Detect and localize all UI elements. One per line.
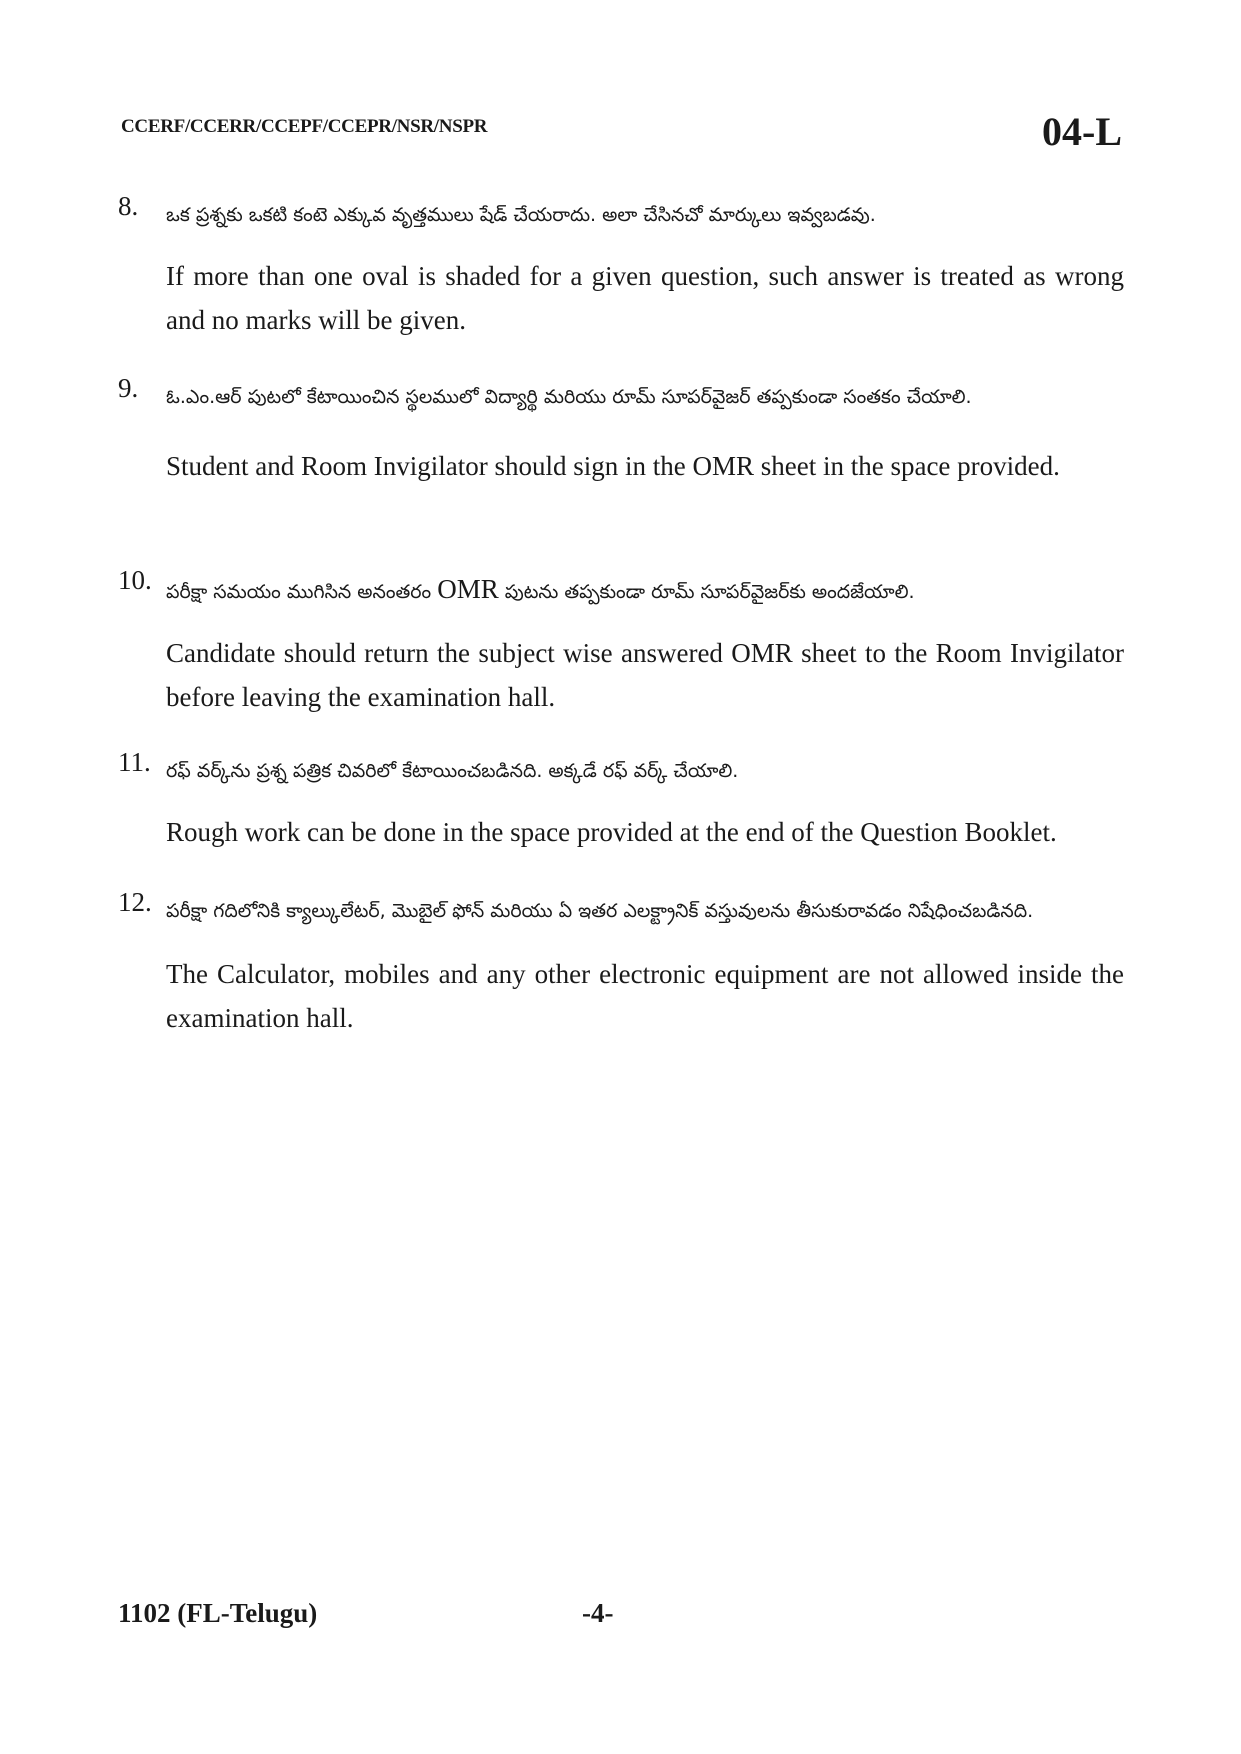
omr-term: OMR	[437, 574, 499, 604]
telugu-text-after: పుటను తప్పకుండా రూమ్ సూపర్‌వైజర్‌కు అందజేయాలి.	[504, 581, 915, 603]
header-codes: CCERF/CCERR/CCEPF/CCEPR/NSR/NSPR	[121, 116, 488, 137]
page-number: -4-	[582, 1598, 614, 1628]
instruction-item-8	[118, 192, 1124, 342]
item-number: 10.	[118, 565, 152, 595]
telugu-instruction: ఓ.ఎం.ఆర్ పుటలో కేటాయించిన స్థలములో విద్యార్థి మరియు రూమ్ సూపర్‌వైజర్ తప్పకుండా సంతకం చేయాలి.	[166, 386, 972, 408]
telugu-instruction: రఫ్ వర్క్‌ను ప్రశ్న పత్రిక చివరిలో కేటాయించబడినది. అక్కడే రఫ్ వర్క్ చేయాలి.	[166, 760, 739, 782]
english-instruction: Student and Room Invigilator should sign in the OMR sheet in the space provided.	[166, 451, 1060, 481]
telugu-instruction: పరీక్షా గదిలోనికి క్యాల్కులేటర్, మొబైల్ ఫోన్ మరియు ఏ ఇతర ఎలక్ట్రానిక్ వస్తువులను తీసుకురావడం నిషేధించబడినది.	[166, 900, 1034, 922]
instruction-item-10	[118, 566, 1124, 719]
telugu-instruction: ఒక ప్రశ్నకు ఒకటి కంటె ఎక్కువ వృత్తములు షేడ్ చేయరాదు. అలా చేసినచో మార్కులు ఇవ్వబడవు.	[166, 204, 876, 226]
paper-code: 04-L	[1042, 109, 1122, 154]
english-instruction: If more than one oval is shaded for a given question, such answer is treated as wrong and no marks will be given.	[166, 261, 1124, 335]
english-instruction: The Calculator, mobiles and any other electronic equipment are not allowed inside the examination hall.	[166, 959, 1124, 1033]
item-number: 9.	[118, 373, 139, 403]
telugu-text-before: పరీక్షా సమయం ముగిసిన అనంతరం	[166, 581, 432, 603]
instruction-item-9	[118, 374, 1124, 488]
instruction-item-12	[118, 888, 1124, 1040]
item-number: 12.	[118, 887, 152, 917]
instruction-item-11	[118, 748, 1124, 854]
telugu-instruction	[166, 566, 1124, 615]
item-number: 8.	[118, 191, 139, 221]
footer-paper-id: 1102 (FL-Telugu)	[118, 1598, 318, 1628]
english-instruction: Candidate should return the subject wise answered OMR sheet to the Room Invigilator before leaving the examination hall.	[166, 638, 1124, 712]
item-number: 11.	[118, 747, 151, 777]
english-instruction: Rough work can be done in the space provided at the end of the Question Booklet.	[166, 817, 1057, 847]
